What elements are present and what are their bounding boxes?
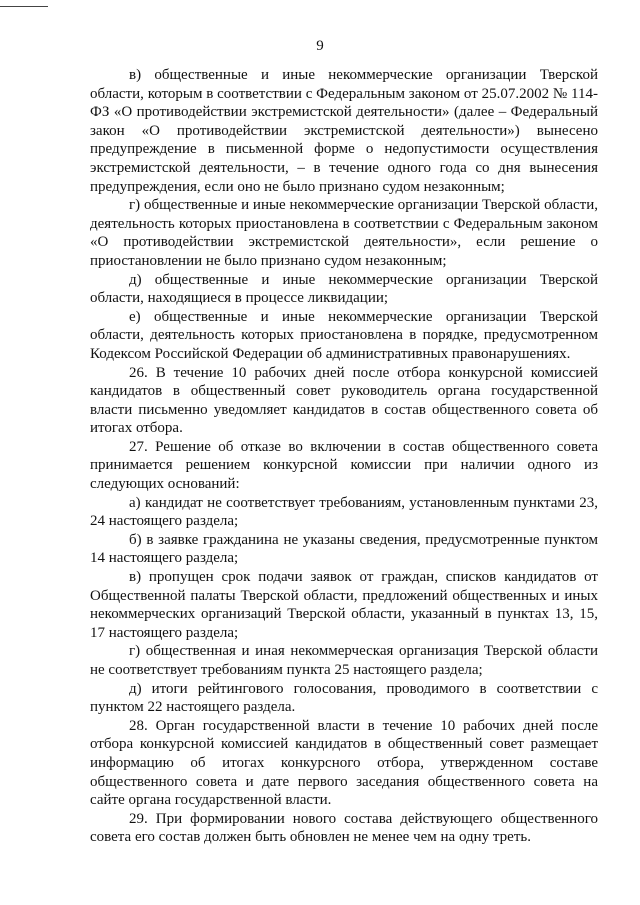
paragraph-item-d: д) общественные и иные некоммерческие организации Тверской области, находящиеся в процессе ликвидации; xyxy=(90,271,598,307)
paragraph-clause-27-b: б) в заявке гражданина не указаны сведения, предусмотренные пунктом 14 настоящего раздела; xyxy=(90,531,598,567)
paragraph-clause-27-v: в) пропущен срок подачи заявок от граждан, списков кандидатов от Общественной палаты Тверской области, предложений общественных и иных некоммерческих организаций Тверской области, указанный в пунктах 13, 15, 17 настоящего раздела; xyxy=(90,569,598,641)
paragraph-clause-28: 28. Орган государственной власти в течение 10 рабочих дней после отбора конкурсной комиссией кандидатов в общественный совет размещает информацию об итогах конкурсного отбора, утвержденном составе общественного совета и дате первого заседания общественного совета на сайте органа государственной власти. xyxy=(90,717,598,809)
paragraph-clause-29: 29. При формировании нового состава действующего общественного совета его состав должен быть обновлен не менее чем на одну треть. xyxy=(90,810,598,846)
paragraph-item-v: в) общественные и иные некоммерческие организации Тверской области, которым в соответствии с Федеральным законом от 25.07.2002 № 114-ФЗ «О противодействии экстремистской деятельности» (далее – Федеральный закон «О противодействии экстремистской деятельности») вынесено предупреждение в письменной форме о недопустимости осуществления экстремистской деятельности, – в течение одного года со дня вынесения предупреждения, если оно не было признано судом незаконным; xyxy=(90,67,598,195)
paragraph-clause-27-a: а) кандидат не соответствует требованиям, установленным пунктами 23, 24 настоящего раздела; xyxy=(90,494,598,530)
paragraph-clause-26: 26. В течение 10 рабочих дней после отбора конкурсной комиссией кандидатов в общественный совет руководитель органа государственной власти письменно уведомляет кандидатов в состав общественного совета об итогах отбора. xyxy=(90,364,598,437)
paragraph-clause-27-g: г) общественная и иная некоммерческая организация Тверской области не соответствует требованиям пункта 25 настоящего раздела; xyxy=(90,643,598,678)
paragraph-clause-27-d: д) итоги рейтингового голосования, проводимого в соответствии с пунктом 22 настоящего раздела. xyxy=(90,680,598,716)
page-number: 9 xyxy=(316,38,324,54)
paragraph-item-e: е) общественные и иные некоммерческие организации Тверской области, деятельность которых приостановлена в порядке, предусмотренном Кодексом Российской Федерации об административных правонарушениях. xyxy=(90,308,598,362)
paragraph-clause-27: 27. Решение об отказе во включении в состав общественного совета принимается решением конкурсной комиссии при наличии одного из следующих оснований: xyxy=(90,438,598,493)
document-body xyxy=(90,66,598,847)
paragraph-item-g: г) общественные и иные некоммерческие организации Тверской области, деятельность которых приостановлена в соответствии с Федеральным законом «О противодействии экстремистской деятельности», если решение о приостановлении не было признано судом незаконным; xyxy=(90,197,598,269)
scan-edge-mark xyxy=(0,6,48,7)
